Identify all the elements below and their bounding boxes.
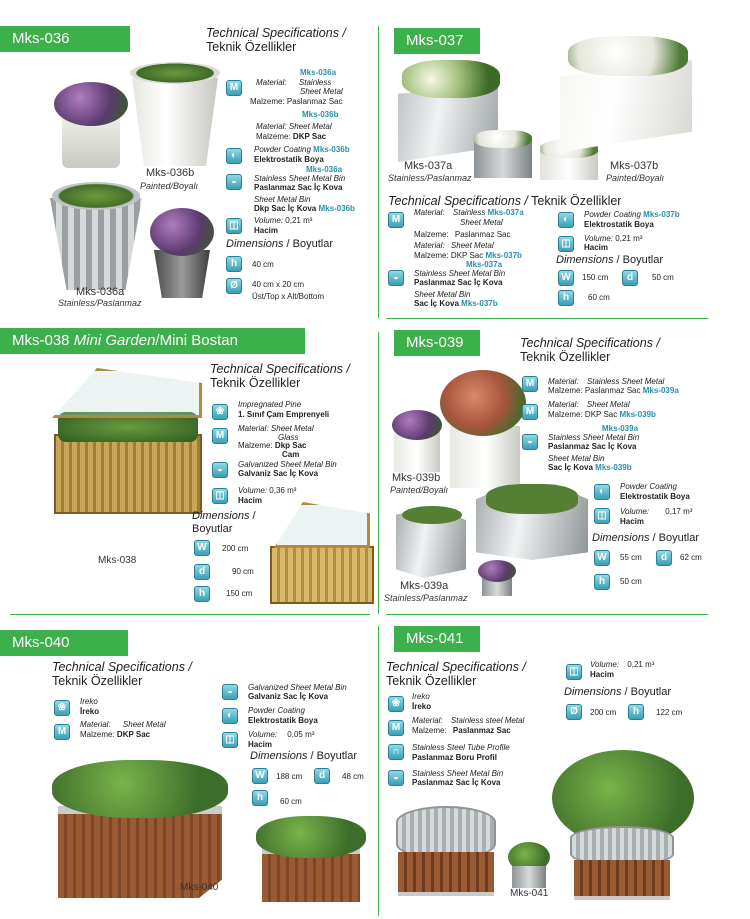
code-label: Mks-036b [318,204,355,213]
icon-glyph: W [597,552,607,563]
material-icon [212,428,228,444]
depth-value: 90 cm [232,567,254,576]
malzeme-label: Malzeme: [414,251,449,260]
bin-label: Sheet Metal Bin [548,454,605,463]
volume-value: 0,21 m³ [615,234,643,243]
product-title: Mks-038 [12,332,70,349]
material-icon [388,720,404,736]
caption-mks-036b: Mks-036b [146,167,195,179]
product-title: Mks-037 [406,32,464,49]
shrub-image [256,816,366,858]
spec-heading [388,194,621,208]
grass-top-image [402,506,462,524]
product-tag-mks-041 [394,626,480,652]
malzeme-label: Malzeme: [548,410,583,419]
bin-icon: ◒ [212,462,228,478]
bin-tr: Galvaniz Sac İç Kova [238,469,319,478]
spec-heading-tr: Teknik Özellikler [206,40,297,54]
dimensions-tr: / Boyutlar [652,532,699,544]
height-icon [226,256,242,272]
icon-glyph: Ø [230,280,238,291]
code-label: Mks-036a [306,165,343,174]
malzeme-value: DKP Sac [450,251,484,260]
bin-label: Stainless Sheet Metal Bin [414,269,506,278]
wood-icon: ❀ [54,700,70,716]
material-value: Sheet Metal [122,720,166,729]
caption-mks-037b: Mks-037b [610,160,659,172]
depth-icon [622,270,638,286]
diameter-icon [226,278,242,294]
material-value: Stainless steel Metal [450,716,525,725]
code-label: Mks-037b [643,210,680,219]
product-tag-mks-040 [0,630,128,656]
bin-label: Sheet Metal Bin [414,290,471,299]
width-icon [594,550,610,566]
bin-icon: ◒ [522,434,538,450]
height-icon [594,574,610,590]
wood-tr: İreko [80,707,100,716]
icon-glyph: d [626,272,634,283]
product-tag-mks-039 [394,330,480,356]
icon-glyph: W [255,770,265,781]
product-title: Mks-040 [12,634,70,651]
powder-coating-label: Powder Coating [254,145,311,154]
dimensions-tr: Boyutlar [192,523,233,535]
icon-glyph: M [525,406,535,417]
hacim-label: Hacim [590,670,615,679]
spec-heading [52,660,192,688]
powder-coating-icon: ◐ [558,212,574,228]
divider-vertical-middle [378,332,379,614]
malzeme-value: Paslanmaz Sac [584,386,641,395]
material-label: Material: [80,720,111,729]
flowers-image [478,560,516,582]
code-label: Mks-036b [313,145,350,154]
volume-label: Volume: [590,660,620,669]
spec-heading-en: Technical Specifications / [210,362,350,376]
grass-top-image [52,182,140,210]
divider-horizontal-3 [386,614,708,615]
caption-mks-041: Mks-041 [510,888,549,899]
icon-glyph: M [391,722,401,733]
spec-heading-tr: Teknik Özellikler [210,376,301,390]
caption-mks-038: Mks-038 [98,555,137,566]
tube-profile-icon: ∩ [388,744,404,760]
code-label: Mks-036b [302,110,339,119]
dimensions-label: Dimensions [192,510,250,522]
caption-stainless: Stainless/Paslanmaz [384,593,468,603]
dimensions-tr: / Boyutlar [616,254,663,266]
spec-heading-tr: Teknik Özellikler [520,350,611,364]
material-label: Material: [412,716,443,725]
volume-value: 0,05 m³ [287,730,315,739]
powder-coating-icon: ◐ [594,484,610,500]
bin-tr: Sac İç Kova [548,463,593,472]
height-value: 60 cm [588,293,610,302]
flowers-image [392,410,442,440]
malzeme-value: Dkp Sac [274,441,307,450]
powder-coating-label: Powder Coating [620,482,677,491]
volume-value: 0,21 m³ [627,660,655,669]
material-label: Material: [548,400,579,409]
divider-horizontal-2 [10,614,370,615]
depth-icon [656,550,672,566]
dimensions-sep: / [252,510,256,522]
height-value: 50 cm [620,577,642,586]
material-label: Material: [256,78,287,87]
tube-label: Stainless Steel Tube Profile [412,743,510,752]
depth-icon [194,564,210,580]
depth-icon [314,768,330,784]
bin-icon: ◒ [226,174,242,190]
spec-heading [210,362,350,390]
spec-heading [206,26,346,54]
material-icon [522,376,538,392]
product-title: Mks-041 [406,630,464,647]
material-value: Sheet Metal [300,87,343,96]
code-label: Mks-036a [300,68,337,77]
hacim-label: Hacim [620,517,645,526]
powder-coating-tr: Elektrostatik Boya [248,716,318,725]
grass-top-image [130,62,220,84]
bin-icon: ◒ [222,684,238,700]
width-value: 55 cm [620,553,642,562]
powder-coating-label: Powder Coating [248,706,305,715]
bin-label: Stainless Sheet Metal Bin [412,769,504,778]
bin-label: Stainless Sheet Metal Bin [254,174,346,183]
dimensions-tr: / Boyutlar [624,686,671,698]
icon-glyph: d [318,770,326,781]
width-value: 188 cm [276,772,303,781]
dimensions-label: Dimensions [226,238,284,250]
caption-stainless: Stainless/Paslanmaz [388,173,472,183]
code-label: Mks-039b [595,463,632,472]
volume-icon: ◫ [594,508,610,524]
caption-painted: Painted/Boyalı [390,485,449,495]
hacim-label: Hacim [254,226,279,235]
width-value: 150 cm [582,273,609,282]
width-value: 200 cm [222,544,249,553]
caption-mks-039b: Mks-039b [392,472,441,484]
malzeme-value: Paslanmaz Sac [452,726,511,735]
icon-glyph: h [562,292,570,303]
icon-glyph: d [198,566,206,577]
bin-tr: Sac İç Kova [414,299,459,308]
flowers-image [54,82,128,126]
planter-image [512,866,546,888]
malzeme-label: Malzeme: [412,726,447,735]
volume-label: Volume: [254,216,284,225]
spec-heading-tr: Teknik Özellikler [531,194,622,208]
malzeme-value: DKP Sac [292,132,327,141]
material-icon [522,404,538,420]
depth-value: 62 cm [680,553,702,562]
width-icon [558,270,574,286]
product-subtitle-tr: /Mini Bostan [155,332,238,349]
icon-glyph: h [230,258,238,269]
bin-tr: Paslanmaz Sac İç Kova [414,278,503,287]
spec-heading-en: Technical Specifications / [520,336,660,350]
malzeme-value: DKP Sac [116,730,151,739]
bin-icon: ◒ [388,270,404,286]
malzeme-value: DKP Sac [584,410,618,419]
material-value: Sheet Metal [586,400,630,409]
material-value: Sheet Metal [450,241,494,250]
malzeme-label: Malzeme: [238,441,273,450]
malzeme-value: Paslanmaz Sac [454,230,511,239]
grass-top-image [486,484,578,514]
malzeme-value: Paslanmaz Sac [286,97,343,106]
dimensions-label: Dimensions [250,750,308,762]
material-label: Material: [238,424,269,433]
wood-tr: İreko [412,702,432,711]
material-value: Stainless [452,208,486,217]
diameter-value: 200 cm [590,708,617,717]
malzeme-label: Malzeme: [256,132,291,141]
diameter-sub: Üst/Top x Alt/Bottom [252,292,325,301]
planter-image [574,860,670,900]
icon-glyph: M [525,378,535,389]
powder-coating-tr: Elektrostatik Boya [254,155,324,164]
spec-heading [386,660,526,688]
icon-glyph: Ø [570,706,578,717]
icon-glyph: h [256,792,264,803]
diameter-value: 40 cm x 20 cm [252,280,305,289]
wood-icon: ❀ [212,404,228,420]
caption-mks-040: Mks-040 [180,882,219,893]
material-label: Material: [414,241,445,250]
wood-label: Impregnated Pine [238,400,302,409]
flowers-image [402,60,500,98]
height-value: 122 cm [656,708,683,717]
flowers-image [474,130,532,148]
malzeme-value: Cam [282,450,300,459]
powder-coating-icon: ◐ [226,148,242,164]
volume-icon: ◫ [558,236,574,252]
height-value: 150 cm [226,589,253,598]
bin-label: Galvanized Sheet Metal Bin [248,683,347,692]
code-label: Mks-039a [602,424,639,433]
code-label: Mks-039a [642,386,679,395]
material-value: Stainless Sheet Metal [586,377,665,386]
icon-glyph: W [197,542,207,553]
material-icon [54,724,70,740]
height-value: 60 cm [280,797,302,806]
material-value: Sheet Metal [270,424,314,433]
icon-glyph: h [198,588,206,599]
spec-heading-en: Technical Specifications / [52,660,192,674]
dimensions-label: Dimensions [556,254,614,266]
product-tag-mks-037 [394,28,480,54]
malzeme-label: Malzeme: [80,730,115,739]
volume-icon: ◫ [566,664,582,680]
width-icon [194,540,210,556]
divider-vertical-top [378,26,379,318]
malzeme-label: Malzeme: [548,386,583,395]
material-value: Glass [278,433,299,442]
spec-heading-en: Technical Specifications / [388,194,528,208]
volume-label: Volume: [584,234,614,243]
spec-heading [520,336,660,364]
product-tag-mks-036 [0,26,130,52]
wood-icon: ❀ [388,696,404,712]
icon-glyph: h [632,706,640,717]
volume-value: 0,17 m³ [665,507,693,516]
product-subtitle: Mini Garden [73,332,156,349]
material-label: Material: [414,208,445,217]
volume-icon: ◫ [212,488,228,504]
bin-tr: Paslanmaz Sac İç Kova [412,778,501,787]
spec-heading-en: Technical Specifications / [386,660,526,674]
icon-glyph: W [561,272,571,283]
diameter-icon [566,704,582,720]
material-label: Material: [548,377,579,386]
flowers-image [150,208,214,256]
greenhouse-roof-image [274,502,370,548]
garden-box-image [54,434,202,514]
bin-label: Galvanized Sheet Metal Bin [238,460,337,469]
dimensions-label: Dimensions [564,686,622,698]
powder-coating-label: Powder Coating [584,210,641,219]
material-label: Material: [256,122,287,131]
code-label: Mks-037b [485,251,522,260]
flowers-image [568,36,688,76]
volume-label: Volume: [620,507,650,516]
dimensions-label: Dimensions [592,532,650,544]
height-icon [628,704,644,720]
height-icon [194,586,210,602]
product-tag-mks-038 [0,328,305,354]
icon-glyph: M [57,726,67,737]
icon-glyph: h [598,576,606,587]
volume-value: 0,36 m³ [269,486,297,495]
hacim-label: Hacim [584,243,609,252]
tube-tr: Paslanmaz Boru Profil [412,753,497,762]
icon-glyph: d [660,552,668,563]
hacim-label: Hacim [238,496,263,505]
caption-mks-039a: Mks-039a [400,580,449,592]
volume-icon: ◫ [226,218,242,234]
material-value: Sheet Metal [460,218,503,227]
code-label: Mks-039b [619,410,656,419]
depth-value: 50 cm [652,273,674,282]
caption-stainless: Stainless/Paslanmaz [58,298,142,308]
greenhouse-roof-image [52,368,202,418]
spec-heading-tr: Teknik Özellikler [386,674,477,688]
volume-icon: ◫ [222,732,238,748]
icon-glyph: M [229,82,239,93]
code-label: Mks-037a [466,260,503,269]
bin-label: Sheet Metal Bin [254,195,311,204]
bin-tr: Paslanmaz Sac İç Kova [548,442,637,451]
spec-heading-tr: Teknik Özellikler [52,674,143,688]
caption-mks-036a: Mks-036a [76,286,125,298]
flowers-image [440,370,526,436]
wood-tr: 1. Sınıf Çam Emprenyeli [238,410,330,419]
wood-label: Ireko [80,697,98,706]
divider-vertical-bottom [378,626,379,916]
caption-mks-037a: Mks-037a [404,160,453,172]
code-label: Mks-037a [487,208,524,217]
height-icon [252,790,268,806]
icon-glyph: M [391,214,401,225]
bin-tr: Paslanmaz Sac İç Kova [254,183,343,192]
malzeme-label: Malzeme: [250,97,285,106]
powder-coating-icon: ◐ [222,708,238,724]
volume-label: Volume: [238,486,268,495]
depth-value: 48 cm [342,772,364,781]
planter-image [154,250,210,298]
code-label: Mks-037b [461,299,498,308]
powder-coating-tr: Elektrostatik Boya [584,220,654,229]
caption-painted: Painted/Boyalı [140,181,199,191]
volume-value: 0,21 m³ [285,216,313,225]
material-value: Stainless [298,78,332,87]
powder-coating-tr: Elektrostatik Boya [620,492,690,501]
garden-box-image [270,546,374,604]
material-icon [226,80,242,96]
spec-heading-en: Technical Specifications / [206,26,346,40]
volume-label: Volume: [248,730,278,739]
hacim-label: Hacim [248,740,273,749]
dimensions-tr: / Boyutlar [286,238,333,250]
product-title: Mks-036 [12,30,70,47]
bin-label: Stainless Sheet Metal Bin [548,433,640,442]
height-icon [558,290,574,306]
material-value: Sheet Metal [288,122,332,131]
planter-image [398,852,494,896]
caption-painted: Painted/Boyalı [606,173,665,183]
product-title: Mks-039 [406,334,464,351]
divider-horizontal-1 [386,318,708,319]
width-icon [252,768,268,784]
dimensions-tr: / Boyutlar [310,750,357,762]
wood-label: Ireko [412,692,430,701]
bin-icon: ◒ [388,770,404,786]
material-icon [388,212,404,228]
bin-tr: Galvaniz Sac İç Kova [248,692,329,701]
malzeme-label: Malzeme: [414,230,449,239]
shrub-image [52,760,228,818]
bin-tr: Dkp Sac İç Kova [254,204,317,213]
height-value: 40 cm [252,260,274,269]
icon-glyph: M [215,430,225,441]
